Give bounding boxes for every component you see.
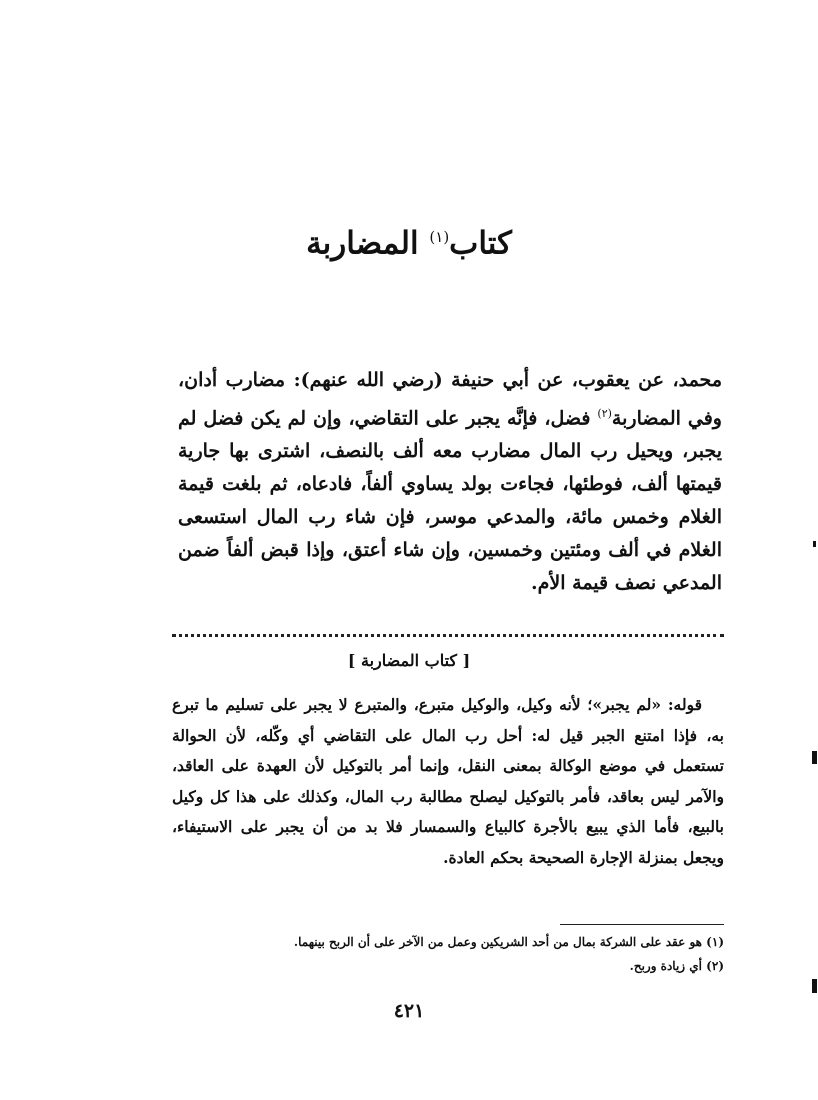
edge-mark	[812, 751, 817, 764]
commentary	[172, 690, 724, 873]
chapter-title	[209, 212, 609, 268]
main-paragraph-part-1: محمد، عن يعقوب، عن أبي حنيفة (رضي الله عنهم): مضارب أدان، وفي المضاربة	[178, 369, 722, 430]
chapter-title-rest: المضاربة	[306, 225, 419, 262]
footnote-1: (١) هو عقد على الشركة بمال من أحد الشريكين وعمل من الآخر على أن الربح بينهما.	[293, 935, 724, 949]
main-paragraph	[178, 364, 722, 600]
main-paragraph-part-2: فضل، فإنَّه يجبر على التقاضي، وإن لم يكن فضل لم يجبر، ويحيل رب المال مضارب معه ألف بالنصف، اشترى بها جارية قيمتها ألف، فوطئها، فجاءت بولد يساوي ألفاً، فادعاه، ثم بلغت قيمة الغلام وخمس مائة، والمدعي موسر، فإن شاء رب المال استسعى الغلام في ألف ومئتين وخمسين، وإن شاء أعتق، وإذا قبض ألفاً ضمن المدعي نصف قيمة الأم.	[178, 407, 722, 595]
edge-mark	[812, 979, 817, 993]
main-footnote-ref: (٢)	[597, 407, 612, 420]
footnote-2: (٢) أي زيادة وربح.	[629, 959, 724, 973]
main-text	[178, 364, 722, 600]
dotted-separator	[172, 620, 724, 637]
edge-mark	[813, 541, 816, 547]
commentary-paragraph: قوله: «لم يجبر»؛ لأنه وكيل، والوكيل متبرع، والمتبرع لا يجبر على تسليم ما تبرع به، فإذا امتنع الجبر قيل له: أحل رب المال على التقاضي أي وكّله، لأن الحوالة تستعمل في موضع الوكالة بمعنى النقل، وإنما أمر بالتوكيل لأن العهدة على العاقد، والآمر ليس بعاقد، فأمر بالتوكيل ليصلح مطالبة رب المال، وكذلك على هذا كل وكيل بالبيع، فأما الذي يبيع بالأجرة كالبياع والسمسار فلا بد من أن يجبر على الاستيفاء، ويجعل بمنزلة الإجارة الصحيحة بحكم العادة.	[172, 695, 724, 867]
footnotes	[172, 930, 724, 978]
page-number: ٤٢١	[393, 1000, 425, 1022]
chapter-title-word: كتاب	[449, 225, 512, 262]
commentary-heading: [ كتاب المضاربة ]	[347, 651, 471, 670]
chapter-footnote-ref: (١)	[429, 228, 450, 246]
footnote-rule	[560, 924, 724, 925]
